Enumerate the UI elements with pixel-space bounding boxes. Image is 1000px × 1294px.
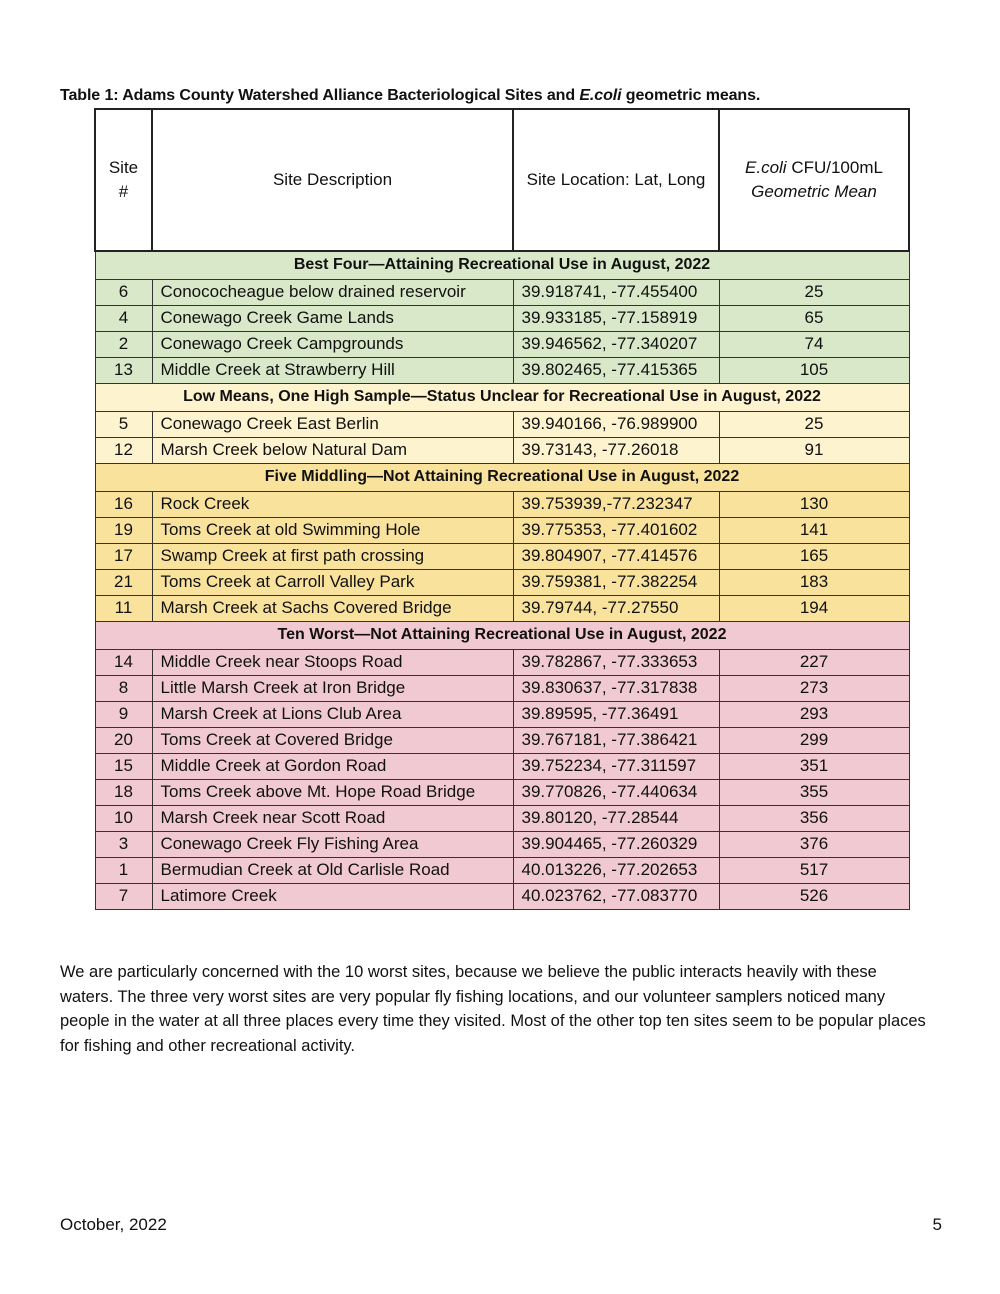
site-description: Toms Creek at Carroll Valley Park [152, 569, 513, 595]
table-body [95, 251, 909, 909]
site-description: Swamp Creek at first path crossing [152, 543, 513, 569]
geometric-mean: 376 [719, 831, 909, 857]
site-location: 39.767181, -77.386421 [513, 727, 719, 753]
header-description: Site Description [152, 109, 513, 251]
geometric-mean: 25 [719, 411, 909, 437]
group-title: Low Means, One High Sample—Status Unclear for Recreational Use in August, 2022 [95, 383, 909, 411]
geometric-mean: 526 [719, 883, 909, 909]
site-number: 19 [95, 517, 152, 543]
geometric-mean: 105 [719, 357, 909, 383]
site-location: 39.770826, -77.440634 [513, 779, 719, 805]
site-location: 39.782867, -77.333653 [513, 649, 719, 675]
geometric-mean: 355 [719, 779, 909, 805]
geometric-mean: 273 [719, 675, 909, 701]
site-description: Conewago Creek Game Lands [152, 305, 513, 331]
geometric-mean: 356 [719, 805, 909, 831]
site-description: Middle Creek at Strawberry Hill [152, 357, 513, 383]
site-location: 39.775353, -77.401602 [513, 517, 719, 543]
group-title: Ten Worst—Not Attaining Recreational Use in August, 2022 [95, 621, 909, 649]
site-description: Conewago Creek Campgrounds [152, 331, 513, 357]
site-description: Bermudian Creek at Old Carlisle Road [152, 857, 513, 883]
geometric-mean: 227 [719, 649, 909, 675]
site-number: 9 [95, 701, 152, 727]
group-header-row [95, 621, 909, 649]
site-number: 5 [95, 411, 152, 437]
site-location: 39.804907, -77.414576 [513, 543, 719, 569]
geometric-mean: 65 [719, 305, 909, 331]
site-description: Conococheague below drained reservoir [152, 279, 513, 305]
site-location: 39.802465, -77.415365 [513, 357, 719, 383]
geometric-mean: 25 [719, 279, 909, 305]
geometric-mean: 165 [719, 543, 909, 569]
table-row [95, 411, 909, 437]
footer-date: October, 2022 [60, 1215, 167, 1234]
site-location: 39.946562, -77.340207 [513, 331, 719, 357]
group-title: Best Four—Attaining Recreational Use in August, 2022 [95, 251, 909, 279]
header-ecoli: E.coli CFU/100mL Geometric Mean [719, 109, 909, 251]
site-description: Marsh Creek near Scott Road [152, 805, 513, 831]
table-row [95, 543, 909, 569]
site-description: Marsh Creek at Lions Club Area [152, 701, 513, 727]
table-row [95, 517, 909, 543]
site-number: 17 [95, 543, 152, 569]
site-location: 39.918741, -77.455400 [513, 279, 719, 305]
site-location: 39.80120, -77.28544 [513, 805, 719, 831]
table-row [95, 437, 909, 463]
group-header-row [95, 463, 909, 491]
site-location: 39.79744, -77.27550 [513, 595, 719, 621]
table-row [95, 305, 909, 331]
group-header-row [95, 383, 909, 411]
site-number: 1 [95, 857, 152, 883]
group-title: Five Middling—Not Attaining Recreational Use in August, 2022 [95, 463, 909, 491]
site-number: 7 [95, 883, 152, 909]
geometric-mean: 183 [719, 569, 909, 595]
page-number: 5 [932, 1215, 942, 1234]
site-number: 18 [95, 779, 152, 805]
site-description: Conewago Creek Fly Fishing Area [152, 831, 513, 857]
site-location: 39.759381, -77.382254 [513, 569, 719, 595]
group-header-row [95, 251, 909, 279]
table-row [95, 779, 909, 805]
site-number: 21 [95, 569, 152, 595]
geometric-mean: 74 [719, 331, 909, 357]
table-row [95, 805, 909, 831]
table-row [95, 569, 909, 595]
sites-table [94, 108, 910, 910]
table-row [95, 831, 909, 857]
geometric-mean: 141 [719, 517, 909, 543]
site-location: 39.89595, -77.36491 [513, 701, 719, 727]
geometric-mean: 351 [719, 753, 909, 779]
site-number: 14 [95, 649, 152, 675]
site-description: Toms Creek at Covered Bridge [152, 727, 513, 753]
body-paragraph: We are particularly concerned with the 10 worst sites, because we believe the public interacts heavily with these waters. The three very worst sites are very popular fly fishing locations, and our volunteer samplers noticed many people in the water at all three places every time they visited. Most of the other top ten sites seem to be popular places for fishing and other recreational activity. [60, 963, 926, 1055]
site-number: 8 [95, 675, 152, 701]
site-number: 12 [95, 437, 152, 463]
geometric-mean: 517 [719, 857, 909, 883]
table-row [95, 857, 909, 883]
site-description: Rock Creek [152, 491, 513, 517]
geometric-mean: 130 [719, 491, 909, 517]
site-number: 11 [95, 595, 152, 621]
table-row [95, 727, 909, 753]
site-location: 39.933185, -77.158919 [513, 305, 719, 331]
site-number: 10 [95, 805, 152, 831]
site-number: 20 [95, 727, 152, 753]
geometric-mean: 194 [719, 595, 909, 621]
table-row [95, 331, 909, 357]
site-location: 39.940166, -76.989900 [513, 411, 719, 437]
site-number: 13 [95, 357, 152, 383]
table-row [95, 883, 909, 909]
caption-prefix: Table 1: Adams County Watershed Alliance Bacteriological Sites and [60, 87, 580, 104]
table-row [95, 357, 909, 383]
header-location: Site Location: Lat, Long [513, 109, 719, 251]
table-row [95, 701, 909, 727]
caption-suffix: geometric means. [621, 87, 761, 104]
site-location: 40.013226, -77.202653 [513, 857, 719, 883]
header-site: Site # [95, 109, 152, 251]
table-row [95, 753, 909, 779]
site-number: 15 [95, 753, 152, 779]
table-row [95, 491, 909, 517]
site-number: 16 [95, 491, 152, 517]
site-number: 3 [95, 831, 152, 857]
site-number: 4 [95, 305, 152, 331]
site-number: 2 [95, 331, 152, 357]
site-description: Conewago Creek East Berlin [152, 411, 513, 437]
table-row [95, 649, 909, 675]
site-description: Latimore Creek [152, 883, 513, 909]
site-description: Middle Creek at Gordon Road [152, 753, 513, 779]
table-row [95, 675, 909, 701]
table-caption [60, 87, 760, 105]
site-location: 39.830637, -77.317838 [513, 675, 719, 701]
geometric-mean: 91 [719, 437, 909, 463]
site-number: 6 [95, 279, 152, 305]
table-row [95, 279, 909, 305]
site-description: Little Marsh Creek at Iron Bridge [152, 675, 513, 701]
site-description: Toms Creek at old Swimming Hole [152, 517, 513, 543]
geometric-mean: 299 [719, 727, 909, 753]
site-location: 39.73143, -77.26018 [513, 437, 719, 463]
site-location: 39.752234, -77.311597 [513, 753, 719, 779]
site-description: Marsh Creek below Natural Dam [152, 437, 513, 463]
site-location: 39.753939,-77.232347 [513, 491, 719, 517]
site-description: Toms Creek above Mt. Hope Road Bridge [152, 779, 513, 805]
table-row [95, 595, 909, 621]
site-location: 40.023762, -77.083770 [513, 883, 719, 909]
geometric-mean: 293 [719, 701, 909, 727]
caption-italic: E.coli [579, 87, 622, 104]
site-location: 39.904465, -77.260329 [513, 831, 719, 857]
header-row [95, 109, 909, 251]
site-description: Middle Creek near Stoops Road [152, 649, 513, 675]
site-description: Marsh Creek at Sachs Covered Bridge [152, 595, 513, 621]
